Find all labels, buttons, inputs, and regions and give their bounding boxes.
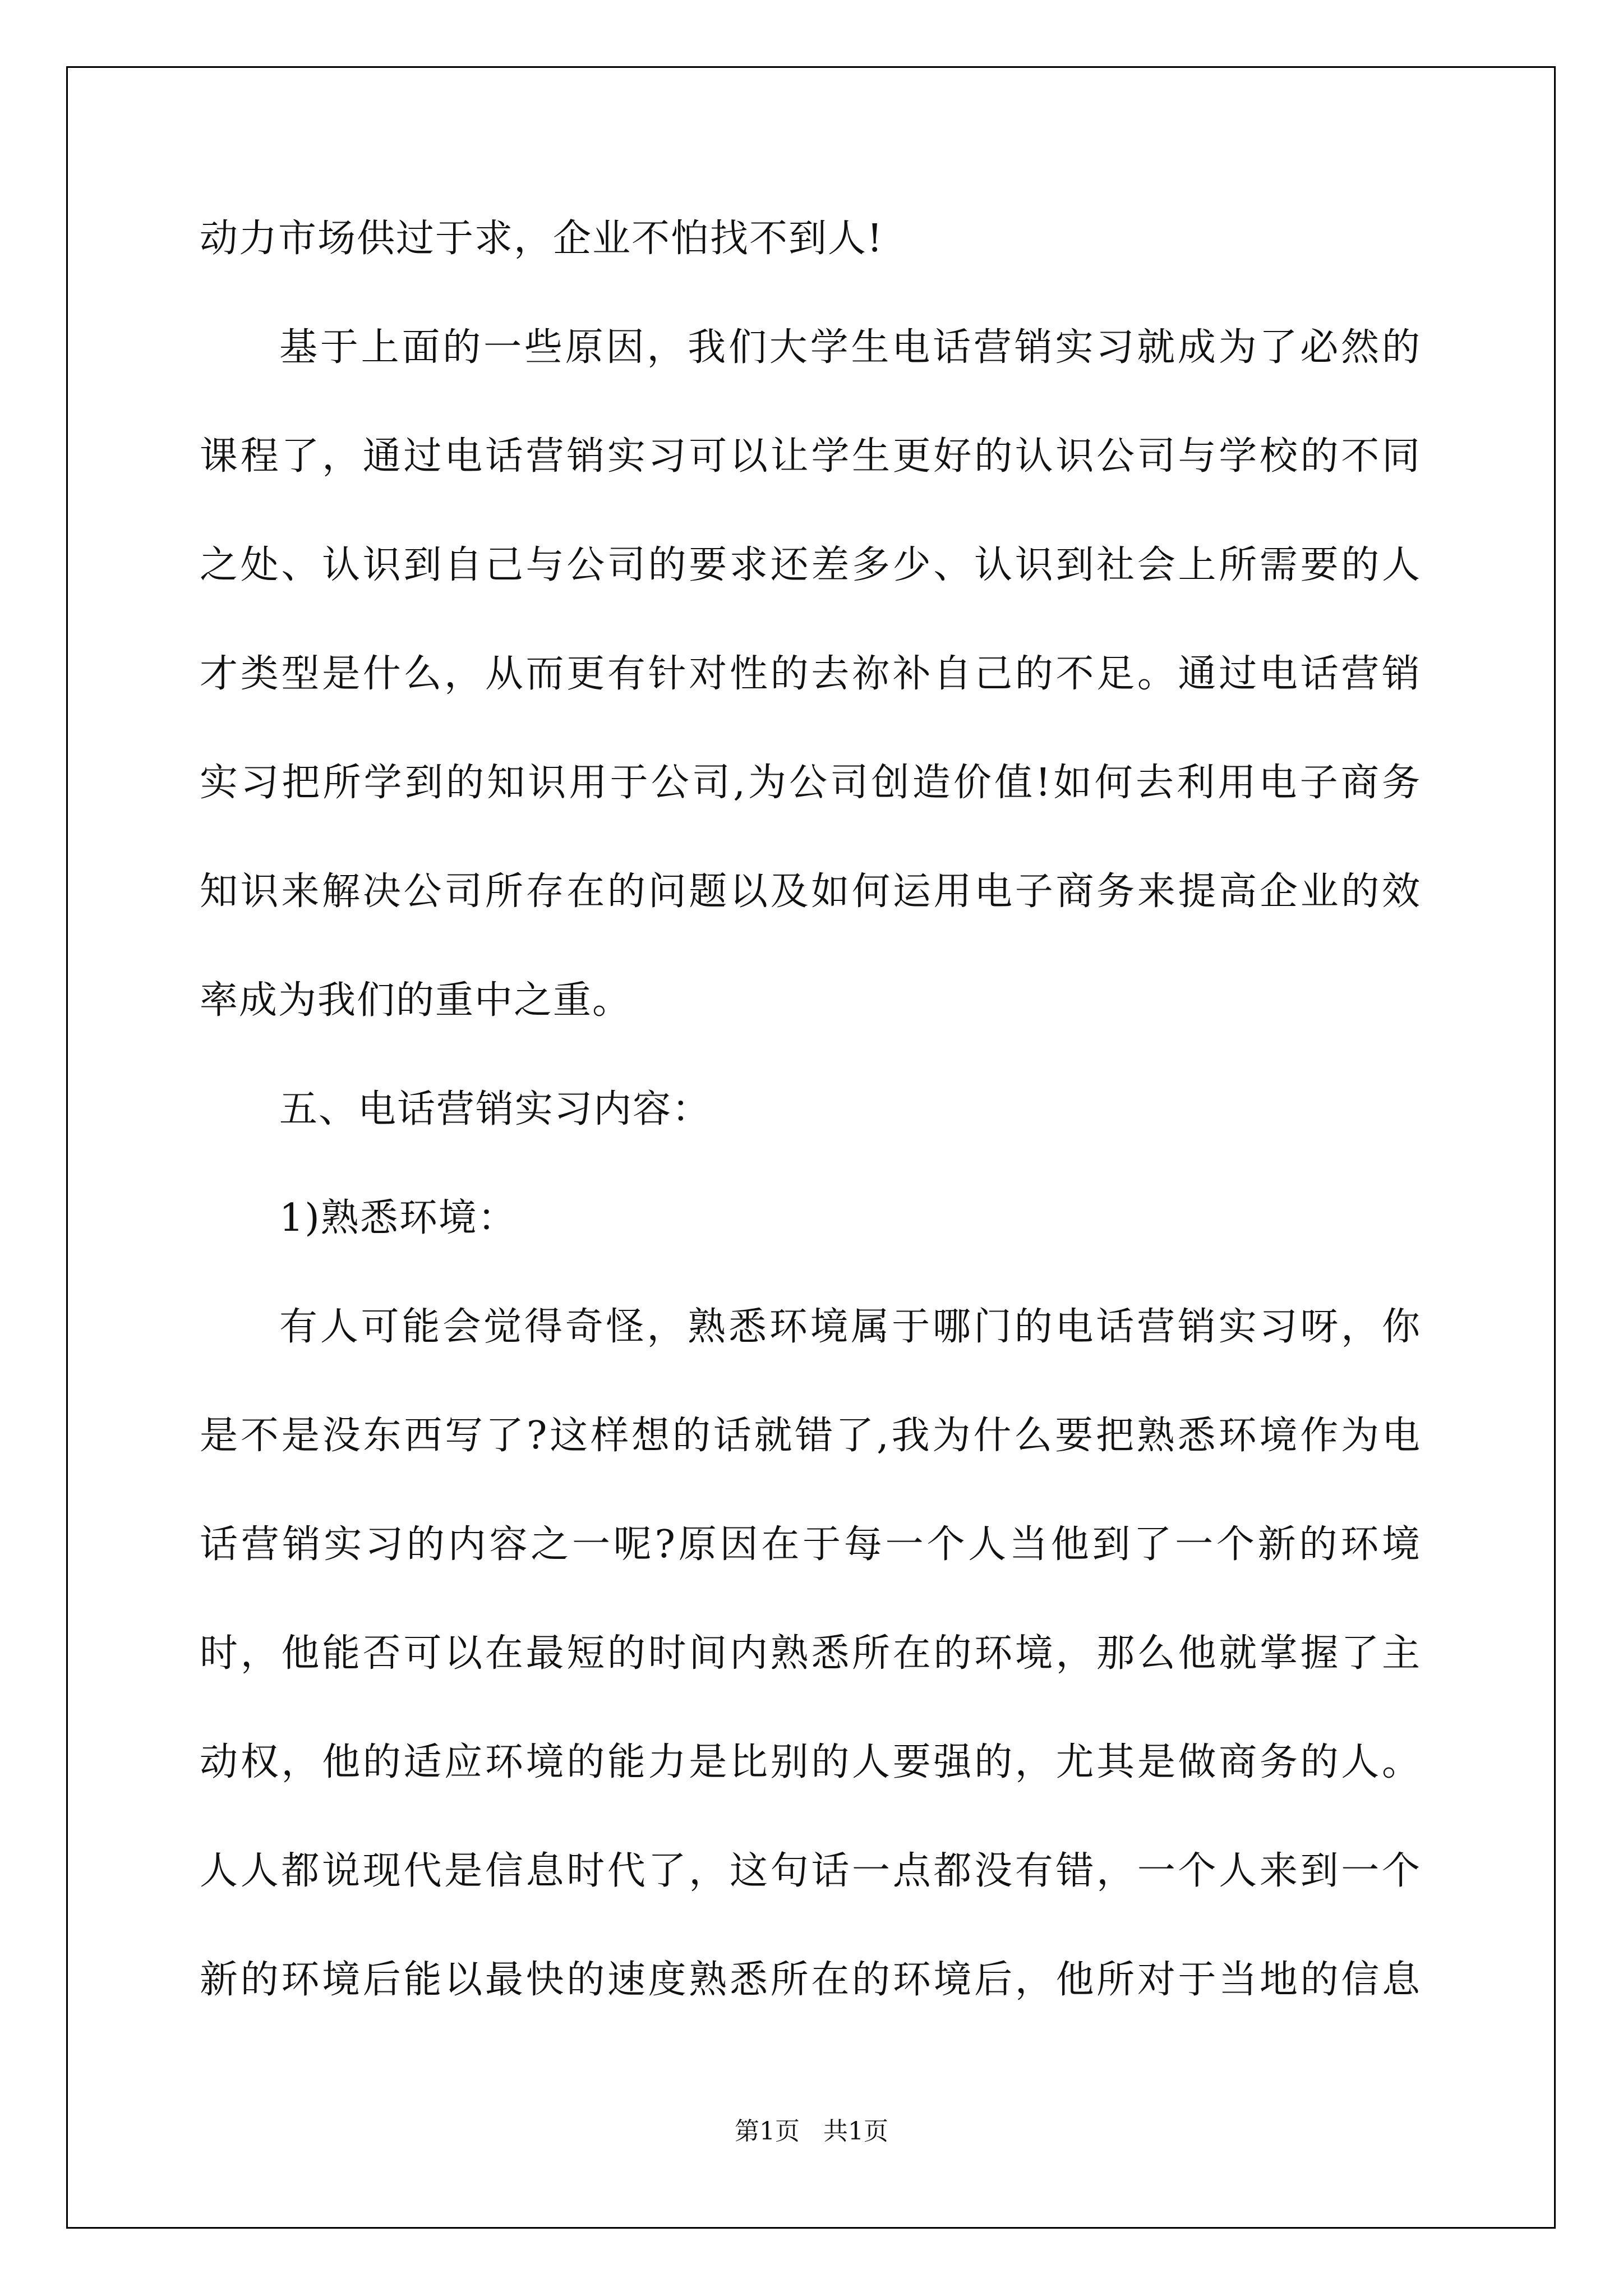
subsection-heading: 1)熟悉环境： [279, 1196, 517, 1240]
text-line: 时，他能否可以在最短的时间内熟悉所在的环境，那么他就掌握了主 [200, 1631, 1421, 1676]
page-border [66, 66, 1556, 2229]
page-footer: 第1页 共1页 [735, 2117, 888, 2146]
section-heading: 五、电话营销实习内容： [279, 1087, 712, 1131]
paragraph-start-line: 有人可能会觉得奇怪，熟悉环境属于哪门的电话营销实习呀，你 [279, 1305, 1421, 1349]
text-line: 新的环境后能以最快的速度熟悉所在的环境后，他所对于当地的信息 [200, 1958, 1421, 2002]
paragraph-start-line: 基于上面的一些原因，我们大学生电话营销实习就成为了必然的 [279, 325, 1421, 370]
text-line: 动权，他的适应环境的能力是比别的人要强的，尤其是做商务的人。 [200, 1740, 1421, 1784]
text-line: 人人都说现代是信息时代了，这句话一点都没有错，一个人来到一个 [200, 1849, 1421, 1893]
text-line: 实习把所学到的知识用于公司,为公司创造价值!如何去利用电子商务 [200, 761, 1421, 805]
text-line: 率成为我们的重中之重。 [200, 978, 632, 1023]
text-line: 话营销实习的内容之一呢?原因在于每一个人当他到了一个新的环境 [200, 1522, 1421, 1567]
text-line: 动力市场供过于求，企业不怕找不到人! [200, 217, 884, 261]
text-line: 之处、认识到自己与公司的要求还差多少、认识到社会上所需要的人 [200, 543, 1421, 587]
text-line: 课程了，通过电话营销实习可以让学生更好的认识公司与学校的不同 [200, 434, 1421, 478]
text-line: 才类型是什么，从而更有针对性的去祢补自己的不足。通过电话营销 [200, 652, 1421, 696]
text-line: 知识来解决公司所存在的问题以及如何运用电子商务来提高企业的效 [200, 869, 1421, 914]
text-line: 是不是没东西写了?这样想的话就错了,我为什么要把熟悉环境作为电 [200, 1414, 1421, 1458]
